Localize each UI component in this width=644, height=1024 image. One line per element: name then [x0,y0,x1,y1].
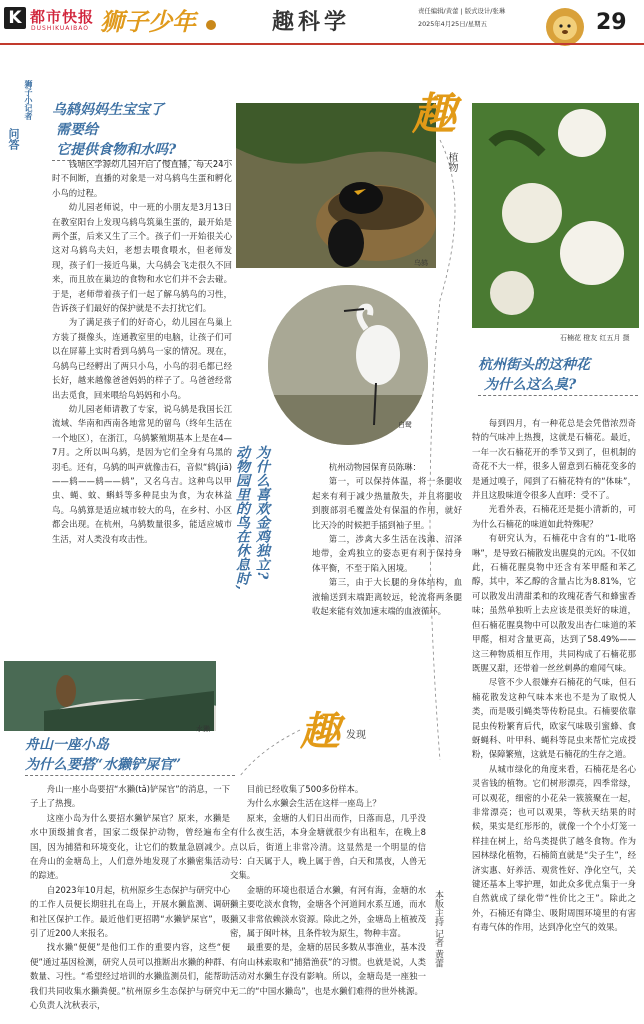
photinia-photo-caption: 石楠花 橙友 红五月 摄 [560,334,630,342]
article1-paragraph: 为了满足孩子们的好奇心，幼儿园在鸟巢上方装了摄像头，连通教室里的电脑，让孩子们可以在屏幕上实时看到乌鸫鸟一家的情况。现在，乌鸫鸟已经孵出了两只小鸟，小鸟的羽毛都已经长好，越来越像爸爸妈妈的样子了。乌爸爸经常出去觅食，回来喂给鸟妈妈和小鸟。 [52,317,232,400]
sidebar-reporter-label: 狮子小记者 [24,80,33,120]
egret-paragraph: 第三，由于大长腿的身体结构，血液输送到末端距离较远，轮流将两条腿收起来能有效加速末端的血液循环。 [312,577,462,617]
egret-title-line: 动物园里的鸟在休息时, [234,445,250,590]
article1-paragraph: 钱塘区学源幼儿园开启了慢直播，每天24小时不间断，直播的对象是一对乌鸫鸟生蛋和孵化小鸟的过程。 [52,159,232,198]
paper-pinyin: DUSHIKUAIBAO [31,25,89,32]
photinia-paragraph: 从城市绿化的角度来看，石楠花是名心灵省钱的植物。它们树形漂亮，四季常绿，可以观花，细密的小花朵一簇簇聚在一起，非常漂亮；也可以观果，等秋天结果的时候，果实是红彤彤的，就像一个个小灯笼一样挂在树上，给鸟类提供了越冬食物。作为园林绿化植物，石楠简直就是“尖子生”，经济实惠、好养活、观赏性好、净化空气，关键还基本上零护理，如此众多优点集于一身自然就成了绿化带“性价比之王”。除此之外，石楠还有降尘、吸附周围环境里的有害有毒气体的作用，达到净化空气的效果。 [472,763,636,933]
paper-name: 都市快报 [30,8,95,26]
brand-title: 狮子少年 [100,7,196,36]
otter-title-line: 舟山一座小岛 [25,737,109,753]
egret-paragraph: 第一，可以保持体温，将一条腿收起来有利于减少热量散失，并且将腿收到腹部羽毛覆盖处有保温的作用，就好比天冷的时候把手插到袖子里。 [312,476,462,530]
egret-paragraph: 杭州动物园保育员陈琳： [328,462,421,472]
photinia-title-line: 为什么这么臭? [478,375,638,396]
otter-paragraph: 最重要的是，金塘的居民多数从事渔业，基本没有向山林索取和“捕猎渔获”的习惯。也就是说，人类活动对水獭生存没有影响。所以，金塘岛是一座独一无二的“中国水獭岛”，也是水獭们难得的世外桃源。 [230,942,426,996]
otter-paragraph: 为什么水獭会生活在这样一座岛上？ [246,798,381,809]
discovery-category-label: 发现 [346,730,366,741]
otter-title-line: 为什么要搭“水獭铲屎官” [25,755,235,776]
otter-paragraph: 原来，金塘的人们日出而作，日落而息，几乎没有什么夜生活，本身金塘就很少有出租车，在晚上8点以后，街道上非常冷清。这显然是一个明显的信号：白天属于人，晚上属于兽，白天和黑夜，人兽无交集。 [230,812,426,881]
plant-category-mark: 趣 [412,89,456,140]
egret-paragraph: 第二，涉禽大多生活在浅滩、沼泽地带，金鸡独立的姿态更有利于保持身体平衡，不至于陷入困境。 [312,534,462,573]
photinia-paragraph: 光看外表，石楠花还是挺小清新的，可为什么石楠花的味道如此特殊呢？ [472,504,636,529]
otter-paragraph: 自2023年10月起，杭州原乡生态保护与研究中心的工作人员便长期驻扎在岛上，开展水獭监测、调研和社区保护工作。最近他们更招聘“水獭铲屎官”，吸引了近200人来报名。 [30,884,230,939]
photinia-paragraph: 尽管不少人很嫌弃石楠花的气味，但石楠花散发这种气味本来也不是为了取悦人类，而是吸引蝇类等传粉昆虫。石楠要依靠昆虫传粉繁育后代，欧家气味吸引蜜蜂、食蚜蝇科、叶甲科、蝇科等昆虫来帮忙完成授粉，保障繁殖，这就是石楠花的生存之道。 [472,677,636,760]
page-number: 29 [596,10,627,35]
otter-paragraph: 金塘的环境也很适合水獭，有河有海，金塘的水獭主要吃淡水食物，金塘各个河道间水系互通，而水獭又非常依赖淡水资源。除此之外，金塘岛上植被茂密，属于闽叶林，且条件较为原生，物种丰富。 [230,884,426,939]
section-title: 趣科学 [272,9,351,35]
otter-paragraph: 目前已经收集了500多份样本。 [246,784,364,794]
sidebar-qa-label: 问答 [7,128,20,150]
otter-paragraph: 找水獭“便便”是他们工作的重要内容，这些“便便”通过基因检测，研究人员可以推断出水獭的种群、数量、习性。“希望经过培训的水獭监测员们，能帮助我们共同收集水獭粪便。”杭州原乡生态保护与研究中心负责人沈秋表示， [30,942,230,1011]
article1-title-line: 需要给 [56,122,98,138]
egret-photo-caption: 白鹭 [398,421,412,429]
blackbird-photo-caption: 乌鸫 [414,259,428,267]
otter-photo-caption: 水獭 [196,725,210,733]
photinia-paragraph: 有研究认为，石楠花中含有的“1-吡咯啉”，是导致石楠散发出腥臭的元凶。不仅如此，石楠花腥臭物中还含有苯甲醛和苯乙醇，其中，苯乙醇的含量占比为8.81%，它可以散发出清甜柔和的玫瑰花香气和蜂蜜香味；虽然单独听上去应该是很美好的味道，但石楠花腥臭物中可以散发出杏仁味道的苯甲醛，相对含量更高，达到了58.49%——这三种物质相互作用，共同构成了石楠花那既腥又甜，还带着一丝丝刺鼻的难闻气味。 [472,533,636,673]
article1-paragraph: 幼儿园老师说，中一班的小朋友是3月13日在教室阳台上发现乌鸫鸟筑巢生蛋的，最开始是两个蛋，后来又生了三个。孩子们一开始很关心这对乌鸫鸟夫妇，老想去喂食喂水，但老师发现，孩子们一接近鸟巢，大乌鸫会飞走很久不回来，而且放在巢边的食物和水它们并不会去碰。于是，老师带着孩子们一起了解乌鸫鸟的习性，告诉孩子们最好的保护就是不去打扰它们。 [52,202,232,314]
otter-paragraph: 舟山一座小岛要招“水獭(tǎ)铲屎官”的消息，一下子上了热搜。 [30,784,230,809]
egret-title-line: 为什么喜欢金鸡独立? [254,445,270,580]
photinia-title-line: 杭州街头的这种花 [478,357,590,373]
photinia-paragraph: 每到四月，有一种花总是会凭借浓烈奇特的气味冲上热搜，这就是石楠花。最近，一年一次石楠花开的季节又到了，但机制的奇花不大一样，很多人留意到石楠花变多的是通过嗅子，闻到了石楠花特有的“体味”，并且这股味道令很多人直呼：受不了。 [472,418,636,501]
article1-paragraph: 幼儿园老师请教了专家，说乌鸫是我国长江流域、华南和西南各地常见的留鸟（终年生活在一个地区），在浙江，乌鸫繁殖期基本上是在4—7月。之所以叫乌鸫，是因为它们全身有乌黑的羽毛。还有，乌鸫的叫声就像击石，音似“鸫(jiā)——鸫——鸫——鸫”，又名乌吉。这种鸟以甲虫、蝇、蚊、蝌蚪等多种昆虫为食，为农林益鸟。乌鸫算是适应城市较大的鸟，在乡村、小区都会出现。在杭州，乌鸫数量很多，能适应城市生活，对人类没有攻击性。 [52,403,232,544]
editor-credit: 责任编辑/黄蕾 | 版式设计/张琳 [418,7,506,15]
paper-logo: K [4,7,26,29]
plant-category-label: 植物 [446,152,457,172]
issue-date: 2025年4月25日/星期五 [418,20,487,28]
author-credit: 本版主持 记者 黄蕾 [433,890,443,968]
discovery-category-mark: 趣 [300,708,340,755]
otter-paragraph: 这座小岛为什么要招水獭铲屎官？原来，水獭是水中顶级捕食者，国家二级保护动物，曾经遍布全国，因为捕猎和环境变化，让它们的数量急剧减少。在舟山的金塘岛上，人们意外地发现了水獭密集活动的踪迹。 [30,812,230,881]
article1-title-line: 它提供食物和水吗? [52,140,232,161]
article1-title-line: 乌鸫妈妈生宝宝了 [52,102,164,118]
